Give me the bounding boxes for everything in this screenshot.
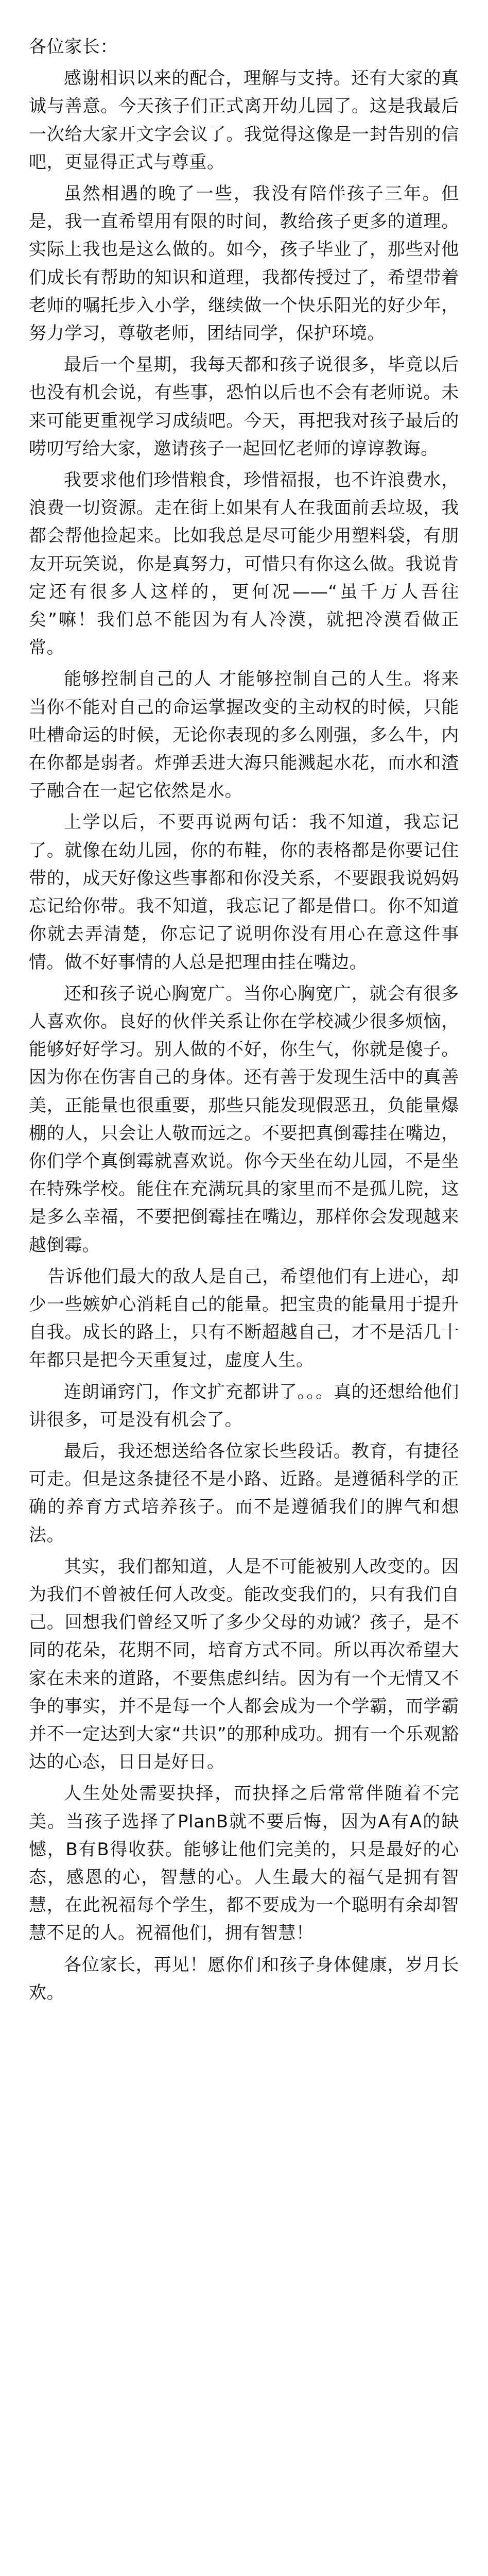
paragraph-open-mind: 还和孩子说心胸宽广。当你心胸宽广，就会有很多人喜欢你。良好的伙伴关系让你在学校减少很多烦恼，能够好好学习。别人做的不好，你生气，你就是傻子。因为你在伤害自己的身体。还有善于发现生活中的真善美，正能量也很重要，那些只能发现假恶丑，负能量爆棚的人，只会让人敬而远之。不要把真倒霉挂在嘴边，你们学个真倒霉就喜欢说。你今天坐在幼儿园，不是坐在特殊学校。能住在充满玩具的家里而不是孤儿院，这是多么幸福，不要把倒霉挂在嘴边，那样你会发现越来越倒霉。	[29, 983, 459, 1256]
paragraph-no-excuses: 上学以后，不要再说两句话：我不知道，我忘记了。就像在幼儿园，你的布鞋，你的表格都是你要记住带的，成天好像这些事都和你没关系，不要跟我说妈妈忘记给你带。我不知道，我忘记了都是借口。你不知道你就去弄清楚，你忘记了说明你没有用心在意这件事情。做不好事情的人总是把理由挂在嘴边。	[29, 812, 459, 973]
paragraph-self-control: 能够控制自己的人 才能够控制自己的人生。将来当你不能对自己的命运掌握改变的主动权的时候，只能吐槽命运的时候，无论你表现的多么刚强，多么牛，内在你都是弱者。炸弹丢进大海只能溅起水花，而水和渣子融合在一起它依然是水。	[29, 669, 459, 802]
paragraph-late-meeting: 虽然相遇的晚了一些，我没有陪伴孩子三年。但是，我一直希望用有限的时间，教给孩子更多的道理。实际上我也是这么做的。如今，孩子毕业了，那些对他们成长有帮助的知识和道理，我都传授过了，希望带着老师的嘱托步入小学，继续做一个快乐阳光的好少年，努力学习，尊敬老师，团结同学，保护环境。	[29, 183, 459, 344]
paragraph-cherish-resources: 我要求他们珍惜粮食，珍惜福报，也不许浪费水，浪费一切资源。走在街上如果有人在我面前丢垃圾，我都会帮他捡起来。比如我总是尽可能少用塑料袋，有朋友开玩笑说，你是真努力，可惜只有你这么做。我说肯定还有很多人这样的，更何况——“虽千万人吾往矣”嘛！我们总不能因为有人冷漠，就把冷漠看做正常。	[29, 470, 459, 658]
paragraph-last-week: 最后一个星期，我每天都和孩子说很多，毕竟以后也没有机会说，有些事，恐怕以后也不会有老师说。未来可能更重视学习成绩吧。今天，再把我对孩子最后的唠叨写给大家，邀请孩子一起回忆老师的谆谆教诲。	[29, 354, 459, 459]
letter-body	[29, 33, 459, 2007]
paragraph-parents-advice: 最后，我还想送给各位家长些段话。教育，有捷径可走。但是这条捷径不是小路、近路。是遵循科学的正确的养育方式培养孩子。而不是遵循我们的脾气和想法。	[29, 1440, 459, 1546]
paragraph-enemy-self: 告诉他们最大的敌人是自己，希望他们有上进心，却少一些嫉妒心消耗自己的能量。把宝贵的能量用于提升自我。成长的路上，只有不断超越自己，才不是活几十年都只是把今天重复过，虚度人生。	[29, 1266, 459, 1371]
salutation: 各位家长：	[29, 37, 118, 57]
paragraph-gratitude: 感谢相识以来的配合，理解与支持。还有大家的真诚与善意。今天孩子们正式离开幼儿园了。这是我最后一次给大家开文字会议了。我觉得这像是一封告别的信吧，更显得正式与尊重。	[29, 68, 459, 173]
paragraph-choices: 人生处处需要抉择，而抉择之后常常伴随着不完美。当孩子选择了PlanB就不要后悔，因为A有A的缺憾，B有B得收获。能够让他们完美的，只是最好的心态，感恩的心，智慧的心。人生最大的福气是拥有智慧，在此祝福每个学生，都不要成为一个聪明有余却智慧不足的人。祝福他们，拥有智慧！	[29, 1783, 459, 1944]
paragraph-recitation: 连朗诵窍门，作文扩充都讲了。。。真的还想给他们讲很多，可是没有机会了。	[29, 1381, 459, 1430]
paragraph-change-self: 其实，我们都知道，人是不可能被别人改变的。因为我们不曾被任何人改变。能改变我们的，只有我们自己。回想我们曾经又听了多少父母的劝诫？孩子，是不同的花朵，花期不同，培育方式不同。所以再次希望大家在未来的道路，不要焦虑纠结。因为有一个无情又不争的事实，并不是每一个人都会成为一个学霸，而学霸并不一定达到大家“共识”的那种成功。拥有一个乐观豁达的心态，日日是好日。	[29, 1556, 459, 1773]
paragraph-farewell: 各位家长，再见！愿你们和孩子身体健康，岁月长欢。	[29, 1954, 459, 2003]
